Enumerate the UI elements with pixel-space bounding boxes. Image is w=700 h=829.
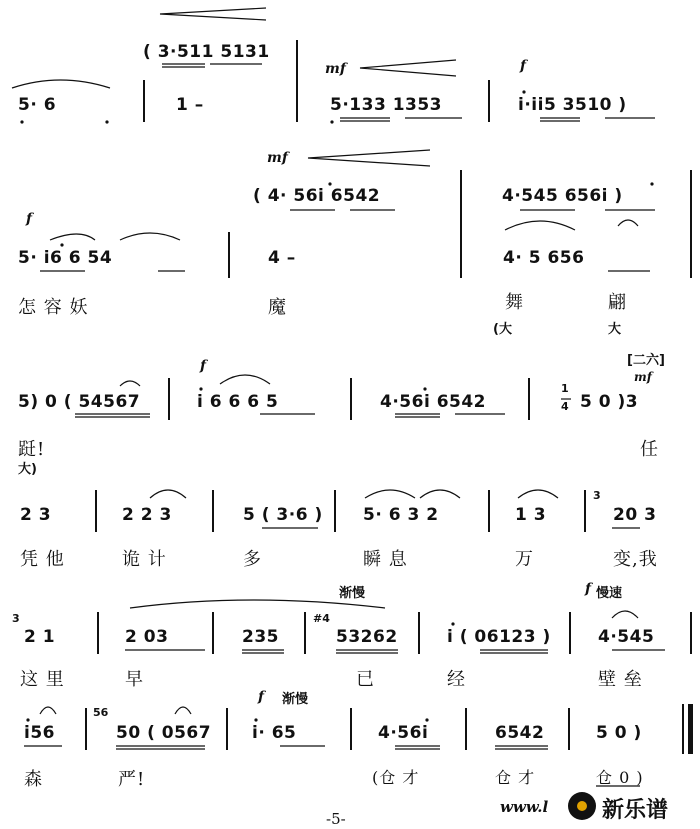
slur	[130, 600, 385, 608]
row5-lyric-1: 这 里	[20, 669, 65, 690]
row3-tag: [二六]	[627, 353, 665, 368]
slur	[365, 490, 415, 498]
slur	[120, 233, 180, 240]
row6-tempo: 渐慢	[282, 692, 309, 707]
row2-perc-1: (大	[493, 322, 512, 337]
row6-lyric-1: 森	[24, 769, 43, 790]
slur	[505, 221, 575, 230]
row6-measure-4: 4·56i	[378, 723, 429, 743]
row5-lyric-4: 经	[447, 669, 466, 690]
slur	[120, 381, 140, 386]
row5-measure-2: 2 03	[125, 627, 169, 647]
row5-tempo-2: 慢速	[596, 586, 623, 601]
row4-lyric-4: 瞬 息	[363, 549, 408, 570]
vinyl-logo-icon	[568, 792, 596, 820]
row1-measure-4: i·ii5 3510 )	[518, 95, 627, 115]
row4-lyric-5: 万	[515, 549, 534, 570]
crescendo-hairpin	[308, 150, 430, 166]
row1-top-bracket: ( 3·511 5131	[143, 42, 270, 62]
brand-logo: 新乐谱	[602, 798, 669, 823]
slur	[518, 490, 558, 498]
row6-lyric-2: 严!	[118, 769, 146, 790]
row6-measure-3: i· 65	[252, 723, 297, 743]
row2-top-2: 4·545 656i )	[502, 186, 623, 206]
row6-perc-1: (仓 才	[372, 768, 420, 787]
row5-lyric-3: 已	[356, 669, 375, 690]
row5-grace-1: 3	[12, 612, 20, 625]
slur	[175, 707, 191, 714]
row2-dyn-mf: mf	[267, 150, 288, 166]
row2-lyric-2: 魔	[268, 297, 287, 318]
row1-measure-2: 1 –	[176, 95, 204, 115]
row5-tempo-1: 渐慢	[339, 586, 366, 601]
row3-measure-1: 5) 0 ( 54567	[18, 392, 141, 412]
crescendo-hairpin	[360, 60, 456, 76]
slur	[12, 80, 110, 88]
row2-lyric-1: 怎 容 妖	[18, 297, 89, 318]
row4-measure-6: 20 3	[613, 505, 657, 525]
row5-measure-4: 53262	[336, 627, 398, 647]
row4-measure-1: 2 3	[20, 505, 52, 525]
watermark-url: www.l	[500, 798, 549, 816]
row6-measure-2: 50 ( 0567	[116, 723, 212, 743]
row2-dyn-f: f	[26, 211, 33, 227]
row3-perc-end: 大)	[18, 462, 37, 477]
slur	[220, 375, 270, 384]
row3-measure-4: 5 0 )3	[580, 392, 639, 412]
slur	[612, 611, 638, 618]
row3-lyric-1: 跹!	[18, 439, 46, 460]
row6-perc-3: 仓 0 )	[596, 768, 644, 787]
row4-lyric-6: 变,我	[613, 549, 658, 570]
row1-measure-3: 5·133 1353	[330, 95, 443, 115]
row1-measure-1: 5· 6	[18, 95, 57, 115]
row4-measure-3: 5 ( 3·6 )	[243, 505, 323, 525]
row2-measure-1: 5· i6 6 54	[18, 248, 113, 268]
row4-lyric-3: 多	[243, 549, 262, 570]
row5-lyric-5: 壁 垒	[598, 669, 643, 690]
row6-measure-1: i56	[24, 723, 55, 743]
row2-lyric-4: 翩	[608, 292, 627, 313]
row5-measure-1: 2 1	[24, 627, 56, 647]
row2-perc-2: 大	[608, 322, 622, 337]
row5-lyric-2: 早	[125, 669, 144, 690]
slur	[420, 490, 460, 498]
row3-dyn-f: f	[200, 358, 207, 374]
row1-dyn-mf: mf	[325, 61, 346, 77]
row4-measure-5: 1 3	[515, 505, 547, 525]
row4-lyric-1: 凭 他	[20, 549, 65, 570]
row4-measure-2: 2 2 3	[122, 505, 172, 525]
row4-grace: 3	[593, 489, 601, 502]
crescendo-hairpin	[160, 8, 266, 20]
row5-dyn-f: f	[585, 581, 592, 597]
row1-dyn-f: f	[520, 58, 527, 74]
row2-lyric-3: 舞	[505, 292, 524, 313]
row2-top-1: ( 4· 56i 6542	[253, 186, 381, 206]
row3-frac-top: 1	[561, 382, 569, 395]
row6-perc-2: 仓 才	[495, 768, 536, 787]
row2-measure-2: 4 –	[268, 248, 296, 268]
slur	[150, 490, 186, 498]
row3-lyric-2: 任	[640, 439, 659, 460]
row6-measure-5: 6542	[495, 723, 545, 743]
row4-lyric-2: 诡 计	[122, 549, 167, 570]
page-number: -5-	[326, 810, 346, 828]
row3-measure-3: 4·56i 6542	[380, 392, 487, 412]
row6-grace: 56	[93, 706, 109, 719]
row5-measure-5: i ( 06123 )	[447, 627, 551, 647]
row2-measure-3: 4· 5 656	[503, 248, 585, 268]
row6-measure-6: 5 0 )	[596, 723, 642, 743]
row4-measure-4: 5· 6 3 2	[363, 505, 439, 525]
slur	[40, 707, 56, 714]
slur	[50, 234, 95, 240]
vinyl-center	[577, 801, 587, 811]
row6-dyn-f: f	[258, 689, 265, 705]
row5-grace-2: #4	[313, 612, 330, 625]
row5-measure-6: 4·545	[598, 627, 655, 647]
row3-dyn-mf: mf	[634, 370, 652, 384]
slur	[618, 220, 638, 226]
row5-measure-3: 235	[242, 627, 279, 647]
row3-frac-bottom: 4	[561, 400, 569, 413]
row3-measure-2: i 6 6 6 5	[197, 392, 279, 412]
